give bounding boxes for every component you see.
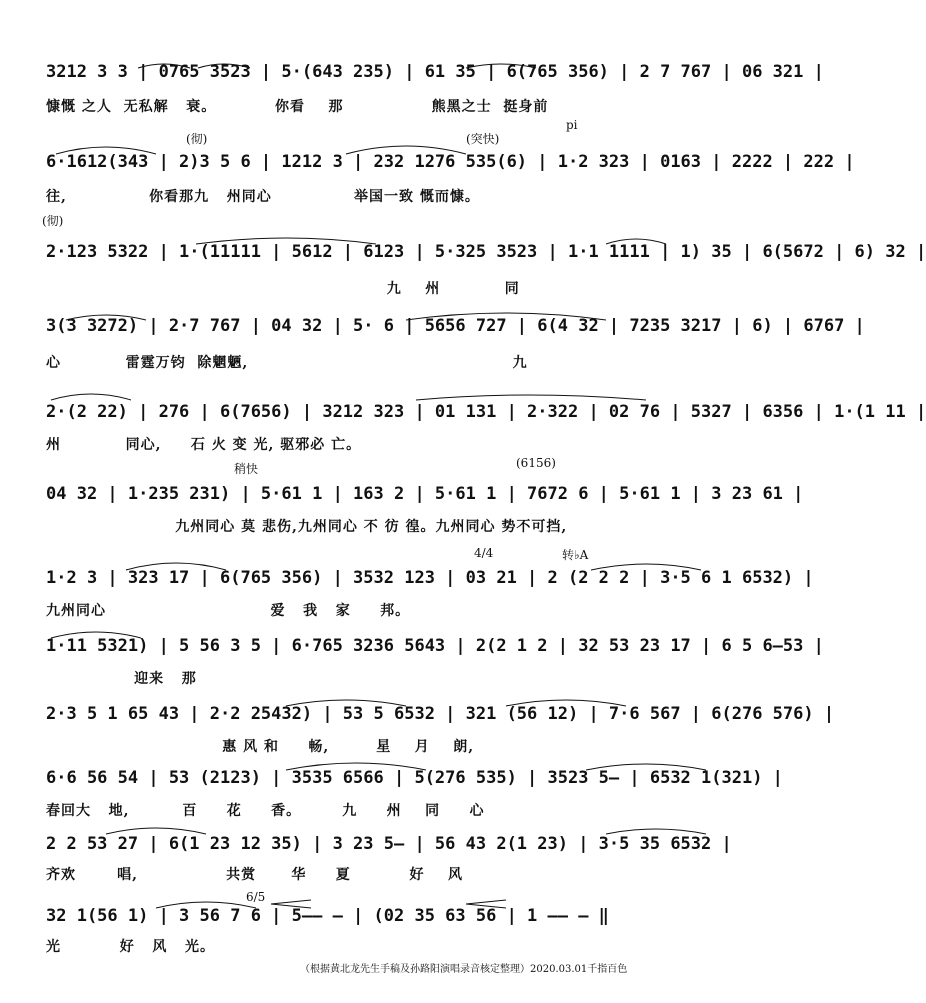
lyric-line: 慷慨 之人 无私解 衰。 你看 那 熊黑之士 挺身前 [46, 99, 549, 115]
lyric-line: 光 好 风 光。 [46, 939, 215, 955]
pronunciation-annotation: pi [566, 118, 578, 132]
source-footnote: （根据黄北龙先生手稿及孙路阳演唱录音核定整理）2020.03.01千指百色 [300, 964, 628, 975]
lyric-line: 九 州 同 [46, 281, 520, 297]
notation-line: 2·3 5 1 65 43 | 2·2 25432) | 53 5 6532 | 321 (56 12) | 7·6 567 | 6(276 576) | [46, 704, 835, 724]
lyric-line: 迎来 那 [46, 671, 197, 687]
time-signature-annotation: 4/4 [474, 546, 494, 560]
tempo-annotation: 稍快 [234, 462, 259, 476]
notation-line: 1·2 3 | 323 17 | 6(765 356) | 3532 123 | 03 21 | 2 (2 2 2 | 3·5 6 1 6532) | [46, 568, 814, 588]
performance-annotation: (彻) [186, 132, 208, 146]
notation-line: 3212 3 3 | 0765 3523 | 5·(643 235) | 61 35 | 6(765 356) | 2 7 767 | 06 321 | [46, 62, 824, 82]
performance-annotation: (彻) [42, 214, 64, 228]
notation-line: 2·123 5322 | 1·(11111 | 5612 | 6123 | 5·325 3523 | 1·1 1111 | 1) 35 | 6(5672 | 6) 32 | [46, 242, 926, 262]
notation-line: 2·(2 22) | 276 | 6(7656) | 3212 323 | 01 131 | 2·322 | 02 76 | 5327 | 6356 | 1·(1 11 | [46, 402, 926, 422]
lyric-line: 九州同心 莫 悲伤,九州同心 不 彷 徨。九州同心 势不可挡, [46, 519, 568, 535]
notation-line: 6·1612(343 | 2)3 5 6 | 1212 3 | 232 1276 535(6) | 1·2 323 | 0163 | 2222 | 222 | [46, 152, 855, 172]
notation-line: 04 32 | 1·235 231) | 5·61 1 | 163 2 | 5·61 1 | 7672 6 | 5·61 1 | 3 23 61 | [46, 484, 804, 504]
performance-annotation: (突快) [466, 132, 500, 146]
notation-line: 2 2 53 27 | 6(1 23 12 35) | 3 23 5– | 56 43 2(1 23) | 3·5 35 6532 | [46, 834, 732, 854]
notation-line: 6·6 56 54 | 53 (2123) | 3535 6566 | 5(276 535) | 3523 5– | 6532 1(321) | [46, 768, 783, 788]
grace-note-annotation: (6156) [516, 456, 556, 470]
key-change-annotation: 转♭A [562, 548, 589, 562]
lyric-line: 春回大 地, 百 花 香。 九 州 同 心 [46, 803, 485, 819]
lyric-line: 惠 风 和 畅, 星 月 朗, [46, 739, 475, 755]
grace-note-annotation: 6/5 [246, 890, 266, 904]
notation-line: 3(3 3272) | 2·7 767 | 04 32 | 5· 6 | 5656 727 | 6(4 32 | 7235 3217 | 6) | 6767 | [46, 316, 865, 336]
lyric-line: 九州同心 爱 我 家 邦。 [46, 603, 411, 619]
notation-line: 32 1(56 1) | 3 56 7 6 | 5–– – | (02 35 63 56 | 1 –– – ‖ [46, 906, 609, 926]
lyric-line: 州 同心, 石 火 变 光, 驱邪必 亡。 [46, 437, 362, 453]
lyric-line: 往, 你看那九 州同心 举国一致 慨而慷。 [46, 189, 480, 205]
notation-line: 1·11 5321) | 5 56 3 5 | 6·765 3236 5643 | 2(2 1 2 | 32 53 23 17 | 6 5 6–53 | [46, 636, 824, 656]
lyric-line: 齐欢 唱, 共赏 华 夏 好 风 [46, 867, 463, 883]
lyric-line: 心 雷霆万钧 除魍魉, 九 [46, 355, 528, 371]
